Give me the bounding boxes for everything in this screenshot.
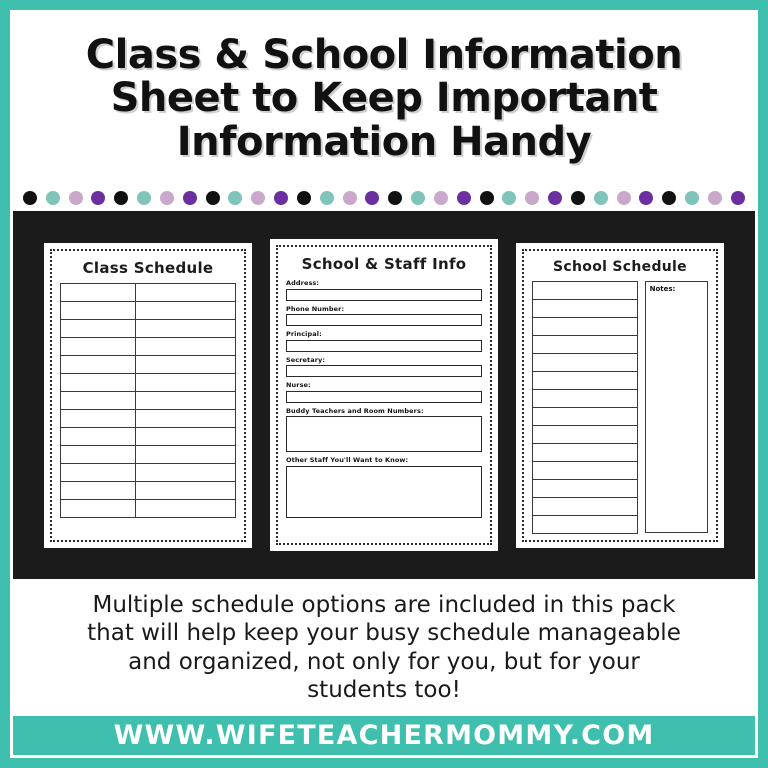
table-cell[interactable] [533, 497, 638, 515]
table-cell[interactable] [61, 301, 136, 319]
table-cell[interactable] [533, 425, 638, 443]
field-label: Other Staff You'll Want to Know: [286, 456, 409, 464]
school-schedule-table [532, 281, 638, 534]
divider-dot [114, 191, 128, 205]
divider-dot [183, 191, 197, 205]
table-row [533, 335, 638, 353]
class-schedule-table [60, 283, 236, 518]
table-cell[interactable] [135, 463, 236, 481]
divider-dot [685, 191, 699, 205]
product-page-class-schedule [44, 243, 252, 548]
table-cell[interactable] [61, 481, 136, 499]
table-cell[interactable] [61, 463, 136, 481]
table-cell[interactable] [533, 407, 638, 425]
field-label: Principal: [286, 330, 322, 338]
school-schedule-slot-column [532, 281, 638, 533]
divider-dot [343, 191, 357, 205]
table-row [61, 445, 236, 463]
table-row [533, 317, 638, 335]
school-schedule-heading: School Schedule [553, 258, 687, 275]
table-cell[interactable] [61, 445, 136, 463]
field-input-box[interactable] [286, 365, 482, 377]
table-cell[interactable] [135, 319, 236, 337]
description-text [65, 591, 703, 703]
divider-dot [480, 191, 494, 205]
divider-dot [160, 191, 174, 205]
table-cell[interactable] [61, 373, 136, 391]
school-staff-info-heading: School & Staff Info [301, 255, 467, 273]
product-page-group [13, 211, 755, 579]
product-page-school-schedule [516, 243, 724, 548]
table-row [533, 425, 638, 443]
school-schedule-body [532, 281, 708, 533]
divider-dot [365, 191, 379, 205]
table-row [61, 481, 236, 499]
field-label: Address: [286, 279, 320, 287]
field-input-box[interactable] [286, 391, 482, 403]
table-cell[interactable] [533, 371, 638, 389]
table-row [61, 283, 236, 301]
table-cell[interactable] [533, 515, 638, 533]
notes-label: Notes: [649, 284, 676, 293]
description-band [13, 579, 755, 716]
divider-dot [320, 191, 334, 205]
divider-dot [297, 191, 311, 205]
footer-band [13, 716, 755, 755]
table-cell[interactable] [135, 427, 236, 445]
divider-dot [639, 191, 653, 205]
table-cell[interactable] [533, 389, 638, 407]
table-row [61, 463, 236, 481]
table-row [61, 427, 236, 445]
divider-dot [434, 191, 448, 205]
field-label: Secretary: [286, 355, 326, 364]
divider-dot [251, 191, 265, 205]
table-cell[interactable] [135, 373, 236, 391]
divider-dot [594, 191, 608, 205]
title-line-2: Sheet to Keep Important [110, 75, 658, 122]
table-cell[interactable] [61, 337, 136, 355]
page-title [72, 34, 696, 164]
table-row [533, 479, 638, 497]
table-row [533, 443, 638, 461]
divider-dot [206, 191, 220, 205]
table-row [61, 319, 236, 337]
page-border-dotted [276, 245, 492, 545]
divider-dot [388, 191, 402, 205]
table-row [533, 497, 638, 515]
table-cell[interactable] [61, 355, 136, 373]
divider-dot [137, 191, 151, 205]
table-cell[interactable] [61, 283, 136, 301]
field-input-box[interactable] [286, 416, 482, 452]
divider-dot [457, 191, 471, 205]
table-row [61, 373, 236, 391]
table-row [61, 355, 236, 373]
table-cell[interactable] [61, 319, 136, 337]
table-row [533, 371, 638, 389]
table-row [61, 409, 236, 427]
table-cell[interactable] [533, 461, 638, 479]
table-cell[interactable] [135, 337, 236, 355]
field-input-box[interactable] [286, 340, 482, 352]
table-cell[interactable] [135, 445, 236, 463]
description-line-1: Multiple schedule options are included in this pack [92, 592, 676, 619]
table-cell[interactable] [533, 317, 638, 335]
table-cell[interactable] [533, 281, 638, 299]
field-label: Phone Number: [286, 304, 345, 313]
divider-dot [502, 191, 516, 205]
divider-dot [411, 191, 425, 205]
table-row [61, 391, 236, 409]
divider-dot [525, 191, 539, 205]
description-line-3: and organized, not only for you, but for your [128, 648, 640, 675]
product-page-school-staff-info [270, 239, 498, 551]
table-row [61, 337, 236, 355]
description-line-4: students too! [307, 676, 461, 703]
title-band [13, 13, 755, 185]
divider-dot [662, 191, 676, 205]
table-row [533, 407, 638, 425]
field-input-box[interactable] [286, 289, 482, 301]
table-cell[interactable] [61, 427, 136, 445]
table-row [533, 389, 638, 407]
table-row [533, 461, 638, 479]
table-cell[interactable] [135, 301, 236, 319]
divider-dot [708, 191, 722, 205]
table-cell[interactable] [135, 283, 236, 301]
page-border-dotted [50, 249, 246, 542]
table-row [533, 299, 638, 317]
school-staff-info-fields [286, 279, 482, 518]
table-cell[interactable] [61, 499, 136, 517]
table-row [533, 281, 638, 299]
table-cell[interactable] [533, 353, 638, 371]
table-row [61, 301, 236, 319]
divider-dot [69, 191, 83, 205]
field-input-box[interactable] [286, 314, 482, 326]
table-row [533, 353, 638, 371]
table-cell[interactable] [135, 391, 236, 409]
table-row [61, 499, 236, 517]
field-input-box[interactable] [286, 466, 482, 518]
divider-dot [731, 191, 745, 205]
divider-dot [46, 191, 60, 205]
table-cell[interactable] [135, 355, 236, 373]
dot-divider [13, 185, 755, 211]
page-border-dotted [522, 249, 718, 542]
table-cell[interactable] [135, 481, 236, 499]
divider-dot [228, 191, 242, 205]
divider-dot [91, 191, 105, 205]
school-schedule-notes-box [645, 281, 708, 533]
table-cell[interactable] [533, 479, 638, 497]
divider-dot [274, 191, 288, 205]
field-label: Buddy Teachers and Room Numbers: [286, 406, 424, 415]
table-cell[interactable] [533, 299, 638, 317]
website-url[interactable]: WWW.WIFETEACHERMOMMY.COM [113, 720, 655, 751]
table-cell[interactable] [135, 409, 236, 427]
class-schedule-heading: Class Schedule [82, 258, 214, 277]
field-label: Nurse: [286, 381, 311, 389]
table-cell[interactable] [61, 391, 136, 409]
divider-dot [617, 191, 631, 205]
table-cell[interactable] [135, 499, 236, 517]
table-cell[interactable] [533, 443, 638, 461]
title-line-1: Class & School Information [85, 32, 683, 79]
divider-dot [23, 191, 37, 205]
product-showcase [13, 211, 755, 579]
title-line-3: Information Handy [176, 118, 592, 165]
table-cell[interactable] [533, 335, 638, 353]
description-line-2: that will help keep your busy schedule manageable [87, 620, 681, 647]
divider-dot [571, 191, 585, 205]
table-cell[interactable] [61, 409, 136, 427]
table-row [533, 515, 638, 533]
divider-dot [548, 191, 562, 205]
